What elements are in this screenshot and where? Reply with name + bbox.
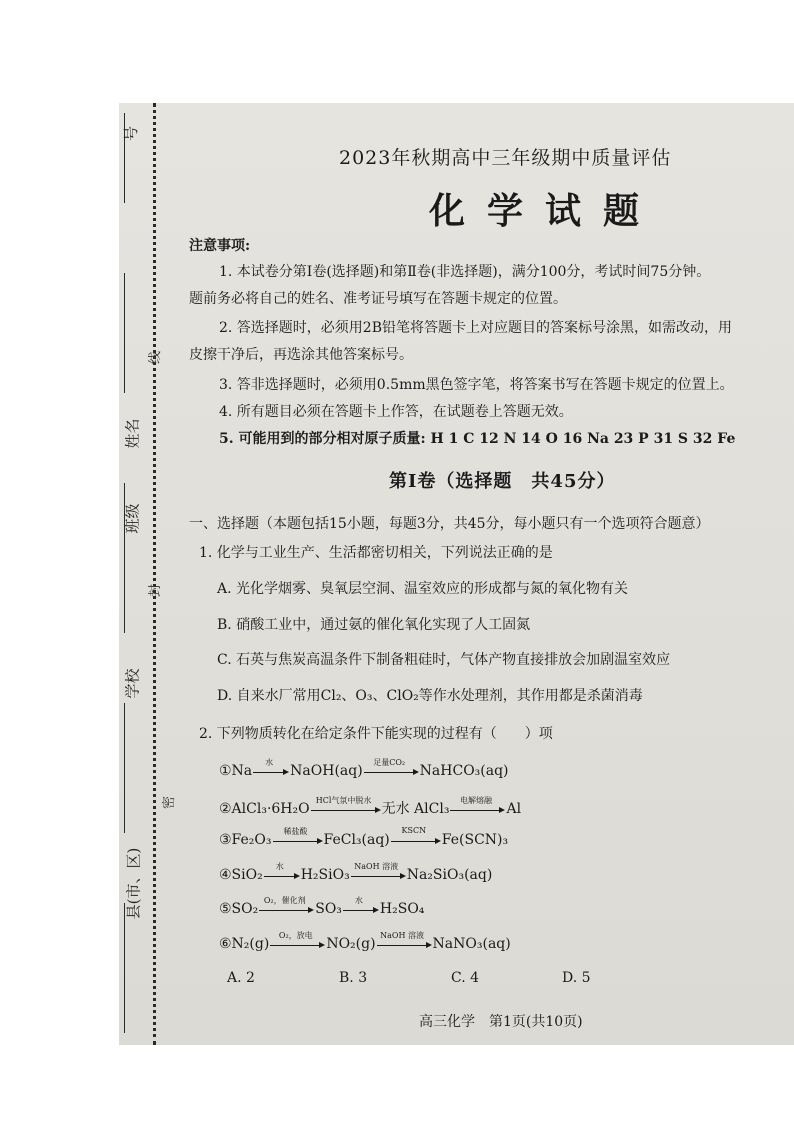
question-2-choice-a: A. 2 [227,970,255,986]
arrow-condition: O₂，催化剂 [263,896,306,905]
reaction-arrow [364,758,419,776]
reaction-arrow [259,896,314,914]
product: H₂SO₄ [379,901,425,917]
notice-item: 4. 所有题目必须在答题卡上作答，在试题卷上答题无效。 [219,404,573,420]
margin-label-name: 姓名 [123,418,142,449]
subject-title: 化学试题 [429,190,662,232]
notice-item: 3. 答非选择题时，必须用0.5mm黑色签字笔，将答案书写在答题卡规定的位置上。 [219,377,734,393]
product: NaNO₃(aq) [432,936,511,952]
arrow-condition: KSCN [401,826,427,835]
margin-label-class: 班级 [123,503,142,534]
reactant: ②AlCl₃·6H₂O [219,801,310,817]
reaction-arrow [270,931,325,949]
reaction-5 [219,896,425,917]
fill-line [124,903,143,1033]
product: Na₂SiO₃(aq) [406,867,493,883]
question-2-choice-c: C. 4 [451,970,480,986]
margin-label-school: 学校 [123,668,142,699]
page-footer: 高三化学 第1页(共10页) [419,1014,583,1030]
reactant: ④SiO₂ [219,867,263,883]
reactant: ⑤SO₂ [219,901,259,917]
reaction-arrow [351,862,406,880]
margin-label-number: 号 [122,125,141,142]
intermediate: NaOH(aq) [290,763,363,779]
intermediate: H₂SiO₃ [300,867,350,883]
arrow-condition: 稀盐酸 [283,827,308,836]
arrow-condition: NaOH 溶液 [380,931,424,940]
arrow-condition: 电解熔融 [459,796,492,805]
fill-line [124,703,143,833]
exam-content [189,103,794,1045]
question-1-stem: 1. 化学与工业生产、生活都密切相关，下列说法正确的是 [199,545,553,561]
arrow-condition: 水 [354,896,363,905]
product: Al [506,801,522,817]
intermediate: NO₂(g) [326,936,376,952]
arrow-condition: 水 [275,862,284,871]
seal-mark-seal: 封 [148,583,164,598]
reaction-arrow [377,931,432,949]
question-1-option-c: C. 石英与焦炭高温条件下制备粗硅时，气体产物直接排放会加剧温室效应 [217,652,671,668]
reaction-arrow [253,758,289,776]
notice-item: 2. 答选择题时，必须用2B铅笔将答题卡上对应题目的答案标号涂黑，如需改动，用 [219,320,733,336]
section-intro: 一、选择题（本题包括15小题，每题3分，共45分，每小题只有一个选项符合题意） [189,516,710,532]
reaction-arrow [391,826,441,845]
intermediate: 无水 AlCl₃ [381,801,450,817]
reaction-arrow [264,862,300,880]
binding-dotted-line [153,103,156,1045]
reactant: ③Fe₂O₃ [219,832,272,848]
product: Fe(SCN)₃ [441,832,509,848]
question-2-choice-b: B. 3 [339,970,368,986]
margin-label-county: 县(市、区) [124,847,143,920]
reaction-2 [219,798,521,818]
reaction-3 [219,826,509,848]
reaction-arrow [343,896,379,914]
fill-line [124,273,143,393]
reaction-arrow [273,827,323,845]
scanned-page [119,103,794,1045]
reactant: ⑥N₂(g) [219,936,270,952]
arrow-condition: NaOH 溶液 [354,862,399,871]
notice-item-atomic-mass: 5. 可能用到的部分相对原子质量: H 1 C 12 N 14 O 16 Na 23 P 31 S 32 Fe [219,431,736,447]
reaction-4 [219,862,493,883]
question-2-choice-d: D. 5 [562,970,591,986]
arrow-condition: HCl气氛中脱水 [315,796,372,805]
section-title: 第Ⅰ卷（选择题 共45分） [389,471,616,492]
question-1-option-b: B. 硝酸工业中，通过氨的催化氧化实现了人工固氮 [217,617,531,633]
intermediate: SO₃ [315,901,342,917]
seal-mark-line: 线 [148,350,164,365]
product: NaHCO₃(aq) [419,763,509,779]
notice-item: 1. 本试卷分第Ⅰ卷(选择题)和第Ⅱ卷(非选择题)，满分100分，考试时间75分钟。 [219,264,711,280]
arrow-condition: O₂，放电 [278,931,313,940]
question-1-option-a: A. 光化学烟雾、臭氧层空洞、温室效应的形成都与氮的氧化物有关 [217,581,629,597]
reaction-arrow [450,796,505,814]
seal-mark-secret: 密 [162,795,178,810]
reaction-1 [219,758,509,779]
reaction-6 [219,931,511,952]
reaction-arrow [311,796,381,814]
notice-item: 题前务必将自己的姓名、准考证号填写在答题卡规定的位置。 [189,291,567,307]
arrow-condition: 足量CO₂ [373,758,406,767]
intermediate: FeCl₃(aq) [323,832,390,848]
reactant: ①Na [219,763,253,779]
notice-item: 皮擦干净后，再选涂其他答案标号。 [189,347,413,363]
question-2-stem: 2. 下列物质转化在给定条件下能实现的过程有（ ）项 [199,726,553,742]
exam-title: 2023年秋期高中三年级期中质量评估 [339,147,672,169]
question-1-option-d: D. 自来水厂常用Cl₂、O₃、ClO₂等作水处理剂，其作用都是杀菌消毒 [217,688,643,704]
notice-heading: 注意事项: [189,238,251,254]
arrow-condition: 水 [265,758,274,767]
